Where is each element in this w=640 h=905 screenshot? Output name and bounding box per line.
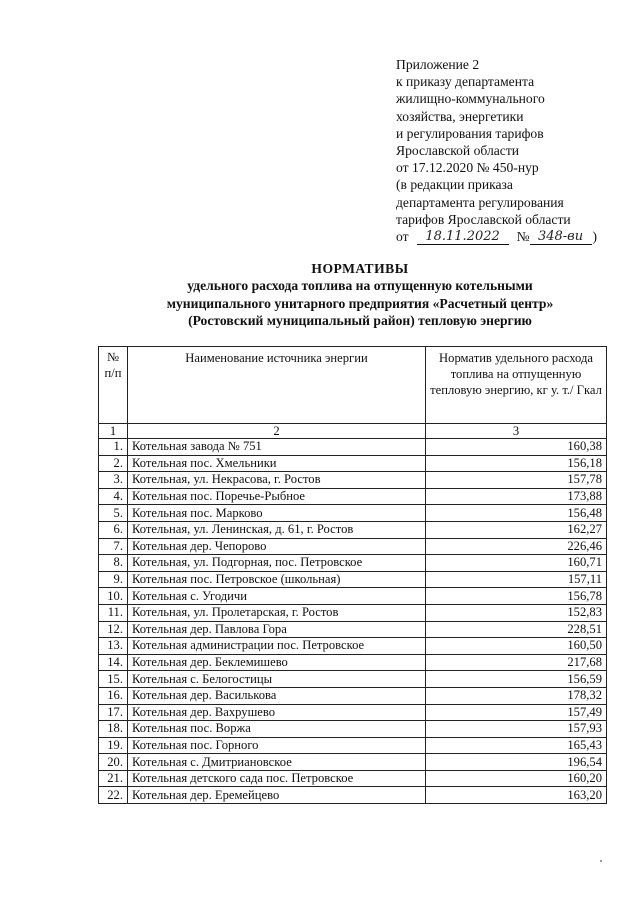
- row-source-name: Котельная пос. Воржа: [128, 721, 426, 738]
- row-norm-value: 156,18: [426, 455, 607, 472]
- row-source-name: Котельная с. Угодичи: [128, 588, 426, 605]
- row-number: 13.: [99, 638, 128, 655]
- row-norm-value: 228,51: [426, 621, 607, 638]
- row-number: 8.: [99, 555, 128, 572]
- title-sub-line: муниципального унитарного предприятия «Расчетный центр»: [166, 295, 554, 311]
- row-source-name: Котельная дер. Павлова Гора: [128, 621, 426, 638]
- row-number: 3.: [99, 472, 128, 489]
- sig-number-label: №: [516, 229, 530, 245]
- table-row: [99, 687, 607, 704]
- document-title: [110, 260, 610, 330]
- table-row: [99, 621, 607, 638]
- row-number: 22.: [99, 787, 128, 804]
- row-number: 18.: [99, 721, 128, 738]
- table-row: [99, 638, 607, 655]
- row-source-name: Котельная дер. Вахрушево: [128, 704, 426, 721]
- table-row: [99, 571, 607, 588]
- signature-line: [396, 228, 632, 245]
- row-number: 21.: [99, 770, 128, 787]
- appendix-line: департамента регулирования: [396, 194, 564, 210]
- row-source-name: Котельная пос. Горного: [128, 737, 426, 754]
- row-source-name: Котельная завода № 751: [128, 439, 426, 456]
- row-source-name: Котельная администрации пос. Петровское: [128, 638, 426, 655]
- title-main: НОРМАТИВЫ: [311, 261, 409, 276]
- column-number: 2: [128, 424, 426, 439]
- row-source-name: Котельная, ул. Подгорная, пос. Петровское: [128, 555, 426, 572]
- row-number: 17.: [99, 704, 128, 721]
- row-norm-value: 173,88: [426, 488, 607, 505]
- title-sub-line: (Ростовский муниципальный район) тепловую энергию: [188, 313, 532, 329]
- row-norm-value: 152,83: [426, 604, 607, 621]
- handwritten-number: 348-ви: [530, 229, 592, 245]
- table-row: [99, 488, 607, 505]
- row-source-name: Котельная пос. Хмельники: [128, 455, 426, 472]
- table-row: [99, 754, 607, 771]
- row-source-name: Котельная с. Белогостицы: [128, 671, 426, 688]
- row-source-name: Котельная, ул. Некрасова, г. Ростов: [128, 472, 426, 489]
- row-source-name: Котельная пос. Петровское (школьная): [128, 571, 426, 588]
- row-norm-value: 156,59: [426, 671, 607, 688]
- column-number: 1: [99, 424, 128, 439]
- table-row: [99, 455, 607, 472]
- row-norm-value: 160,20: [426, 770, 607, 787]
- row-norm-value: 156,48: [426, 505, 607, 522]
- row-number: 5.: [99, 505, 128, 522]
- table-row: [99, 538, 607, 555]
- table-row: [99, 770, 607, 787]
- appendix-block: [396, 56, 632, 245]
- row-norm-value: 160,50: [426, 638, 607, 655]
- title-sub-line: удельного расхода топлива на отпущенную котельными: [187, 278, 533, 294]
- row-source-name: Котельная детского сада пос. Петровское: [128, 770, 426, 787]
- appendix-line: (в редакции приказа: [396, 177, 513, 193]
- header-source-name: Наименование источника энергии: [128, 347, 426, 424]
- column-number-row: [99, 424, 607, 439]
- row-source-name: Котельная, ул. Пролетарская, г. Ростов: [128, 604, 426, 621]
- table-row: [99, 521, 607, 538]
- row-number: 20.: [99, 754, 128, 771]
- row-number: 10.: [99, 588, 128, 605]
- table-row: [99, 604, 607, 621]
- row-number: 16.: [99, 687, 128, 704]
- row-source-name: Котельная с. Дмитриановское: [128, 754, 426, 771]
- column-number: 3: [426, 424, 607, 439]
- row-source-name: Котельная дер. Чепорово: [128, 538, 426, 555]
- table-row: [99, 439, 607, 456]
- row-number: 7.: [99, 538, 128, 555]
- row-norm-value: 160,38: [426, 439, 607, 456]
- appendix-line: от 17.12.2020 № 450-нур: [396, 160, 539, 176]
- row-number: 9.: [99, 571, 128, 588]
- table-row: [99, 787, 607, 804]
- row-norm-value: 160,71: [426, 555, 607, 572]
- appendix-line: к приказу департамента: [396, 74, 535, 90]
- row-norm-value: 163,20: [426, 787, 607, 804]
- sig-close-paren: ): [592, 229, 598, 245]
- table-row: [99, 505, 607, 522]
- row-norm-value: 156,78: [426, 588, 607, 605]
- appendix-line: хозяйства, энергетики: [396, 108, 524, 124]
- appendix-line: Приложение 2: [396, 57, 480, 72]
- table-row: [99, 721, 607, 738]
- row-norm-value: 157,49: [426, 704, 607, 721]
- row-norm-value: 178,32: [426, 687, 607, 704]
- norms-table: [98, 346, 607, 804]
- table-row: [99, 737, 607, 754]
- table-header-row: [99, 347, 607, 424]
- row-norm-value: 196,54: [426, 754, 607, 771]
- row-number: 11.: [99, 604, 128, 621]
- row-number: 12.: [99, 621, 128, 638]
- sig-from-label: от: [396, 229, 409, 245]
- row-source-name: Котельная, ул. Ленинская, д. 61, г. Ростов: [128, 521, 426, 538]
- scan-speck: [600, 860, 602, 862]
- row-norm-value: 157,11: [426, 571, 607, 588]
- table-row: [99, 588, 607, 605]
- table-row: [99, 654, 607, 671]
- row-number: 6.: [99, 521, 128, 538]
- appendix-line: Ярославской области: [396, 143, 520, 159]
- row-source-name: Котельная пос. Марково: [128, 505, 426, 522]
- row-norm-value: 217,68: [426, 654, 607, 671]
- header-norm-value: Норматив удельного расхода топлива на отпущенную тепловую энергию, кг у. т./ Гкал: [426, 347, 607, 424]
- row-number: 15.: [99, 671, 128, 688]
- appendix-line: жилищно-коммунального: [396, 91, 545, 107]
- appendix-line: тарифов Ярославской области: [396, 211, 571, 227]
- row-number: 14.: [99, 654, 128, 671]
- row-norm-value: 165,43: [426, 737, 607, 754]
- table-row: [99, 671, 607, 688]
- row-number: 1.: [99, 439, 128, 456]
- handwritten-date: 18.11.2022: [417, 229, 509, 245]
- row-norm-value: 162,27: [426, 521, 607, 538]
- row-source-name: Котельная пос. Поречье-Рыбное: [128, 488, 426, 505]
- row-number: 4.: [99, 488, 128, 505]
- row-norm-value: 157,93: [426, 721, 607, 738]
- row-norm-value: 157,78: [426, 472, 607, 489]
- row-norm-value: 226,46: [426, 538, 607, 555]
- table-row: [99, 555, 607, 572]
- table-row: [99, 704, 607, 721]
- row-source-name: Котельная дер. Беклемишево: [128, 654, 426, 671]
- table-row: [99, 472, 607, 489]
- row-number: 19.: [99, 737, 128, 754]
- row-number: 2.: [99, 455, 128, 472]
- header-number: № п/п: [99, 347, 128, 424]
- row-source-name: Котельная дер. Василькова: [128, 687, 426, 704]
- appendix-line: и регулирования тарифов: [396, 125, 544, 141]
- row-source-name: Котельная дер. Еремейцево: [128, 787, 426, 804]
